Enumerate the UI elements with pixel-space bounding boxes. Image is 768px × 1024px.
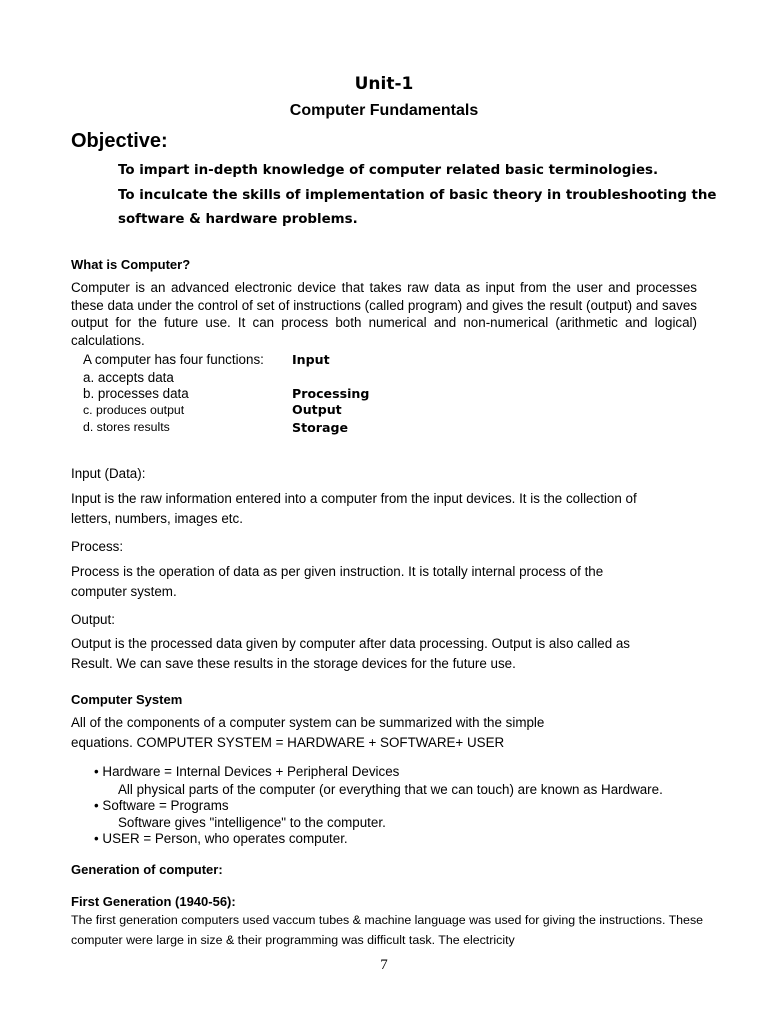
objective-point-2-continued: software & hardware problems. <box>118 212 358 227</box>
functions-intro: A computer has four functions: <box>83 352 264 367</box>
definition-text-output: Output is the processed data given by computer after data processing. Output is also called as Result. We can save these results in the storage devices for the future use. <box>71 636 631 671</box>
definition-label-input: Input (Data): <box>71 466 146 481</box>
list-item-user: • USER = Person, who operates computer. <box>94 831 348 846</box>
list-item-software-detail: Software gives "intelligence" to the computer. <box>118 815 386 830</box>
stage-storage: Storage <box>292 420 349 435</box>
function-item: b. processes data <box>83 386 189 401</box>
stage-output: Output <box>292 402 342 417</box>
first-generation-text: The first generation computers used vaccum tubes & machine language was used for giving the instructions. These computer were large in size & their programming was difficult task. The electricity <box>71 913 704 947</box>
stage-processing: Processing <box>292 386 370 401</box>
definition-label-process: Process: <box>71 539 124 554</box>
definition-label-output: Output: <box>71 612 115 627</box>
stage-input: Input <box>292 352 330 367</box>
computer-system-text-line-1: All of the components of a computer system can be summarized with the simple <box>71 715 545 730</box>
list-item-software: • Software = Programs <box>94 798 229 813</box>
definition-text-process: Process is the operation of data as per given instruction. It is totally internal process of the computer system. <box>71 564 604 599</box>
page-number: 7 <box>380 957 388 973</box>
definition-text-input: Input is the raw information entered into a computer from the input devices. It is the collection of letters, numbers, images etc. <box>71 491 637 526</box>
objective-heading: Objective: <box>71 130 168 152</box>
list-item-hardware: • Hardware = Internal Devices + Peripheral Devices <box>94 764 400 779</box>
objective-point-1: To impart in-depth knowledge of computer related basic terminologies. <box>118 163 659 178</box>
section-heading-generation: Generation of computer: <box>71 862 223 877</box>
paragraph-what-is-computer: Computer is an advanced electronic device that takes raw data as input from the user and processes these data under the control of set of instructions (called program) and gives the result (output) and saves output for the future use. It can process both numerical and non-numerical (arithmetic and logical) calculations. <box>71 280 697 348</box>
unit-title: Unit-1 <box>354 74 414 94</box>
objective-point-2: To inculcate the skills of implementation of basic theory in troubleshooting the <box>118 188 717 203</box>
computer-system-text-line-2: equations. COMPUTER SYSTEM = HARDWARE + SOFTWARE+ USER <box>71 735 505 750</box>
subject-title: Computer Fundamentals <box>289 102 479 119</box>
function-item: c. produces output <box>83 403 185 417</box>
section-heading-what-is-computer: What is Computer? <box>71 257 191 272</box>
function-item: d. stores results <box>83 420 170 434</box>
first-generation-heading: First Generation (1940-56): <box>71 894 236 909</box>
list-item-hardware-detail: All physical parts of the computer (or everything that we can touch) are known as Hardware. <box>118 782 663 797</box>
section-heading-computer-system: Computer System <box>71 692 183 707</box>
function-item: a. accepts data <box>83 370 174 385</box>
